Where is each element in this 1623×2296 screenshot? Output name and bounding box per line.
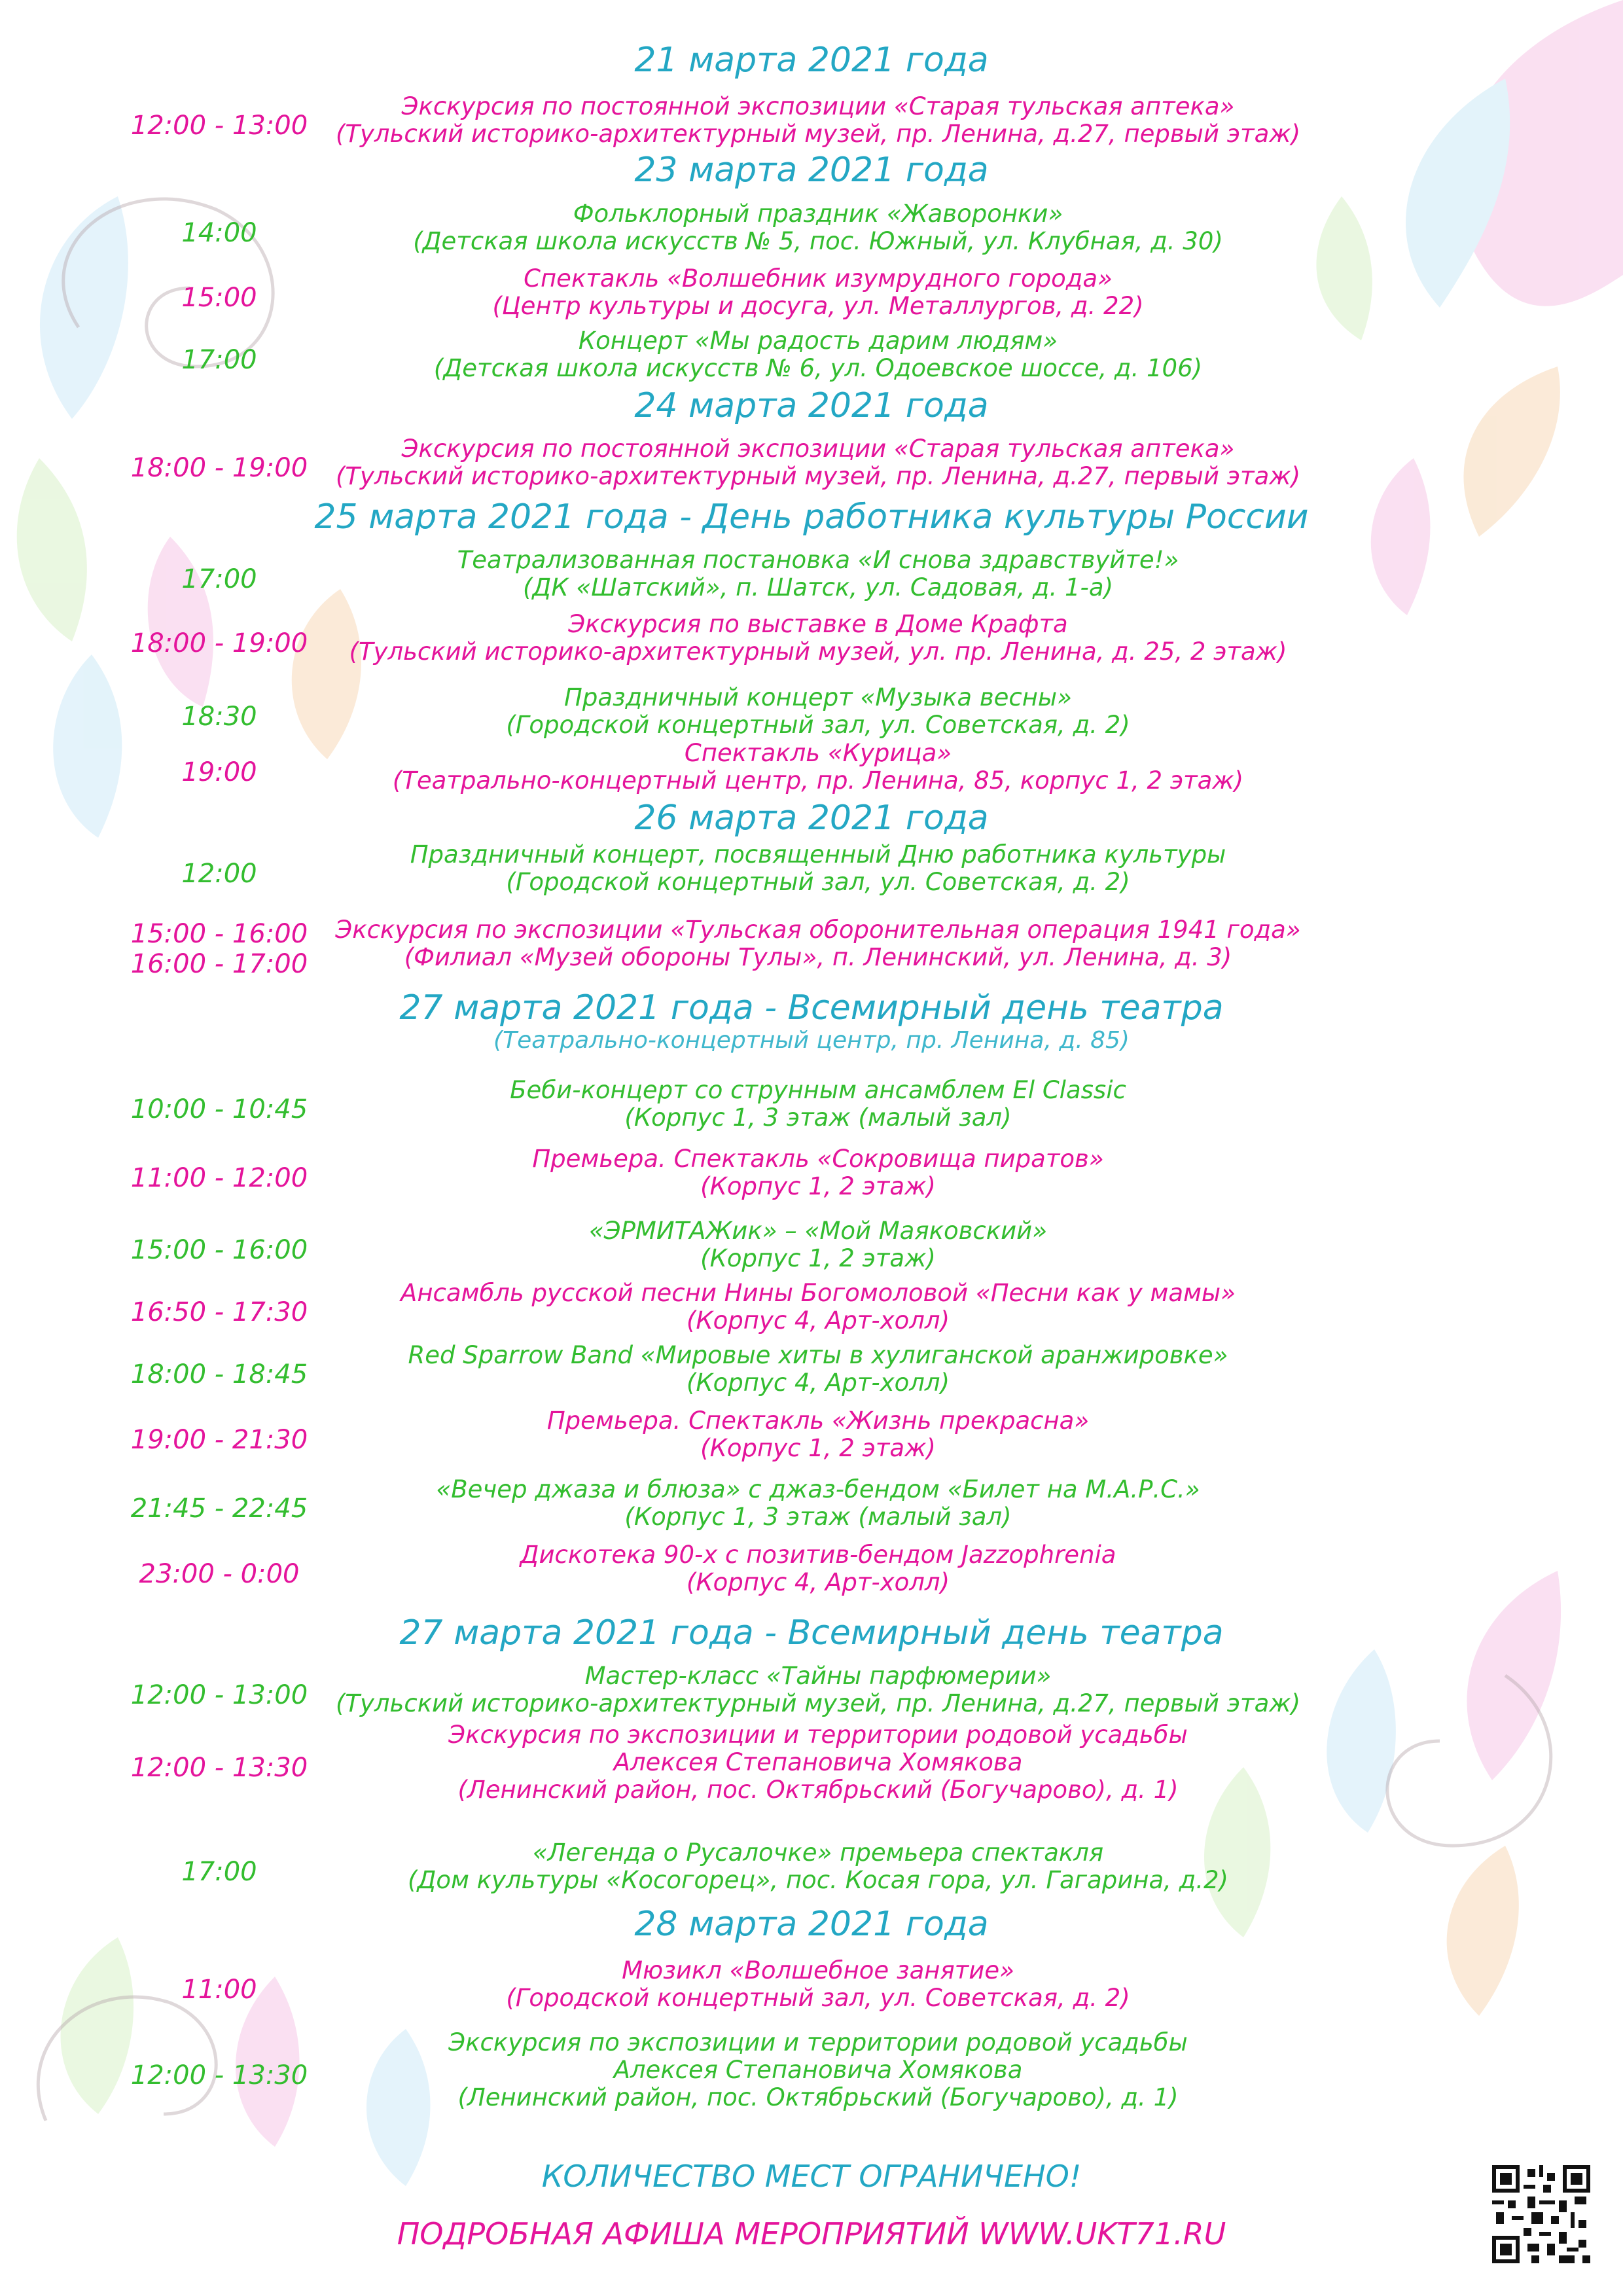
day-title: 25 марта 2021 года - День работника культуры России	[314, 497, 1309, 537]
day-title: 26 марта 2021 года	[634, 798, 989, 838]
event-title: Алексея Степановича Хомякова	[613, 2056, 1023, 2084]
event-venue: (Филиал «Музей обороны Тулы», п. Ленинский, ул. Ленина, д. 3)	[404, 943, 1232, 971]
event-venue: (Корпус 1, 3 этаж (малый зал)	[624, 1103, 1012, 1132]
day-header	[0, 41, 1623, 80]
event-time: 12:00 - 13:00	[130, 111, 308, 141]
event-venue: (Корпус 1, 2 этаж)	[700, 1244, 936, 1272]
day-title: 27 марта 2021 года - Всемирный день театра	[399, 988, 1224, 1028]
event-title: Экскурсия по экспозиции и территории родовой усадьбы	[448, 1721, 1188, 1749]
day-header	[0, 1613, 1623, 1653]
event-description	[288, 740, 1348, 795]
event-description	[288, 547, 1348, 601]
day-title: 24 марта 2021 года	[634, 386, 989, 425]
event-time: 15:00	[181, 283, 257, 313]
event-time: 12:00	[181, 859, 257, 889]
event-time: 18:00 - 18:45	[130, 1359, 308, 1390]
event-description	[288, 93, 1348, 148]
event-venue: (Ленинский район, пос. Октябрьский (Богучарово), д. 1)	[457, 1776, 1179, 1804]
event-title: Театрализованная постановка «И снова здравствуйте!»	[457, 546, 1179, 574]
event-time: 12:00 - 13:00	[130, 1680, 308, 1710]
event-title: Беби-концерт со струнным ансамблем El Classic	[510, 1076, 1126, 1104]
event-description	[288, 1217, 1348, 1272]
event-description	[288, 327, 1348, 382]
event-time: 19:00	[181, 757, 257, 787]
event-time: 11:00	[181, 1975, 257, 2005]
event-description	[288, 611, 1348, 666]
event-title: Премьера. Спектакль «Сокровища пиратов»	[532, 1145, 1104, 1173]
event-description	[288, 200, 1348, 255]
event-title: Экскурсия по постоянной экспозиции «Старая тульская аптека»	[401, 92, 1235, 120]
event-venue: (Корпус 4, Арт-холл)	[686, 1568, 950, 1596]
event-time: 11:00 - 12:00	[130, 1163, 308, 1193]
event-title: Экскурсия по экспозиции «Тульская оборонительная операция 1941 года»	[335, 916, 1301, 944]
day-title: 28 марта 2021 года	[634, 1905, 989, 1944]
event-venue: (Тульский историко-архитектурный музей, ул. пр. Ленина, д. 25, 2 этаж)	[349, 637, 1287, 666]
event-title: Спектакль «Волшебник изумрудного города»	[524, 264, 1113, 293]
event-venue: (Ленинский район, пос. Октябрьский (Богучарово), д. 1)	[457, 2083, 1179, 2111]
event-venue: (Корпус 1, 2 этаж)	[700, 1172, 936, 1200]
event-description	[288, 841, 1348, 896]
event-time: 18:30	[181, 702, 257, 732]
event-description	[288, 1280, 1348, 1335]
event-time: 15:00 - 16:00	[130, 1235, 308, 1265]
event-time: 23:00 - 0:00	[139, 1559, 300, 1589]
event-description	[288, 1407, 1348, 1462]
day-venue: (Театрально-концертный центр, пр. Ленина, д. 85)	[493, 1027, 1130, 1054]
day-header	[0, 1905, 1623, 1944]
event-title: Праздничный концерт, посвященный Дню работника культуры	[410, 840, 1226, 869]
limited-seats-notice: КОЛИЧЕСТВО МЕСТ ОГРАНИЧЕНО!	[541, 2159, 1082, 2194]
event-venue: (Тульский историко-архитектурный музей, пр. Ленина, д.27, первый этаж)	[335, 120, 1301, 148]
event-title: Фольклорный праздник «Жаворонки»	[573, 200, 1063, 228]
event-time: 21:45 - 22:45	[130, 1494, 308, 1524]
event-title: Экскурсия по экспозиции и территории родовой усадьбы	[448, 2028, 1188, 2056]
event-venue: (Дом культуры «Косогорец», пос. Косая гора, ул. Гагарина, д.2)	[408, 1866, 1228, 1894]
event-title: «ЭРМИТАЖик» – «Мой Маяковский»	[588, 1217, 1048, 1245]
event-title: Мастер-класс «Тайны парфюмерии»	[584, 1662, 1052, 1690]
event-time: 18:00 - 19:00	[130, 453, 308, 483]
event-description	[288, 684, 1348, 739]
event-title: Ансамбль русской песни Нины Богомоловой «Песни как у мамы»	[401, 1279, 1236, 1307]
event-venue: (Центр культуры и досуга, ул. Металлургов, д. 22)	[492, 292, 1144, 320]
event-venue: (Театрально-концертный центр, пр. Ленина, 85, корпус 1, 2 этаж)	[392, 766, 1244, 795]
event-time: 17:00	[181, 345, 257, 375]
event-title: Дискотека 90-х с позитив-бендом Jazzophrenia	[520, 1541, 1116, 1569]
event-title: Премьера. Спектакль «Жизнь прекрасна»	[546, 1407, 1090, 1435]
event-description	[288, 1957, 1348, 2012]
event-time: 12:00 - 13:30	[130, 1753, 308, 1783]
event-time: 19:00 - 21:30	[130, 1425, 308, 1455]
day-title: 23 марта 2021 года	[634, 151, 989, 190]
event-description	[288, 1476, 1348, 1531]
event-description	[288, 1662, 1348, 1717]
event-time: 12:00 - 13:30	[130, 2060, 308, 2090]
event-time: 17:00	[181, 1857, 257, 1887]
event-title: Спектакль «Курица»	[684, 739, 952, 767]
event-venue: (Детская школа искусств № 5, пос. Южный, ул. Клубная, д. 30)	[413, 227, 1223, 255]
day-header	[0, 497, 1623, 537]
event-title: Экскурсия по постоянной экспозиции «Старая тульская аптека»	[401, 435, 1235, 463]
event-time: 18:00 - 19:00	[130, 628, 308, 658]
event-title: Концерт «Мы радость дарим людям»	[578, 327, 1058, 355]
event-time: 14:00	[181, 218, 257, 248]
day-title: 21 марта 2021 года	[634, 41, 989, 80]
event-description	[288, 1077, 1348, 1132]
event-venue: (Тульский историко-архитектурный музей, пр. Ленина, д.27, первый этаж)	[335, 462, 1301, 490]
event-time: 15:00 - 16:00 16:00 - 17:00	[130, 919, 308, 979]
event-title: «Легенда о Русалочке» премьера спектакля	[532, 1839, 1104, 1867]
event-venue: (Корпус 4, Арт-холл)	[686, 1306, 950, 1335]
day-title: 27 марта 2021 года - Всемирный день театра	[399, 1613, 1224, 1653]
day-header	[0, 386, 1623, 425]
event-description	[288, 1145, 1348, 1200]
day-header	[0, 798, 1623, 838]
event-description	[288, 1839, 1348, 1894]
day-header	[0, 988, 1623, 1054]
day-header	[0, 151, 1623, 190]
event-description	[288, 1342, 1348, 1397]
event-venue: (Корпус 1, 3 этаж (малый зал)	[624, 1503, 1012, 1531]
event-description	[288, 265, 1348, 320]
event-description	[288, 435, 1348, 490]
event-venue: (Городской концертный зал, ул. Советская, д. 2)	[506, 1984, 1130, 2012]
event-description	[288, 1721, 1348, 1804]
event-venue: (Тульский историко-архитектурный музей, пр. Ленина, д.27, первый этаж)	[335, 1689, 1301, 1717]
event-time: 10:00 - 10:45	[130, 1094, 308, 1124]
event-venue: (Детская школа искусств № 6, ул. Одоевское шоссе, д. 106)	[433, 354, 1203, 382]
event-venue: (Городской концертный зал, ул. Советская, д. 2)	[506, 711, 1130, 739]
event-description	[288, 916, 1348, 971]
event-venue: (Корпус 4, Арт-холл)	[686, 1369, 950, 1397]
event-title: «Вечер джаза и блюза» с джаз-бендом «Билет на М.А.Р.С.»	[436, 1475, 1200, 1503]
event-description	[288, 2029, 1348, 2111]
event-time: 17:00	[181, 564, 257, 594]
event-title: Экскурсия по выставке в Доме Крафта	[568, 610, 1068, 638]
event-venue: (Корпус 1, 2 этаж)	[700, 1434, 936, 1462]
event-title: Мюзикл «Волшебное занятие»	[622, 1956, 1014, 1984]
event-title: Праздничный концерт «Музыка весны»	[564, 683, 1072, 711]
event-venue: (Городской концертный зал, ул. Советская, д. 2)	[506, 868, 1130, 896]
event-title: Red Sparrow Band «Мировые хиты в хулиганской аранжировке»	[408, 1341, 1228, 1369]
event-venue: (ДК «Шатский», п. Шатск, ул. Садовая, д. 1-а)	[522, 573, 1114, 601]
website-link[interactable]: ПОДРОБНАЯ АФИША МЕРОПРИЯТИЙ WWW.UKT71.RU	[397, 2216, 1226, 2251]
event-time: 16:50 - 17:30	[130, 1297, 308, 1327]
event-description	[288, 1541, 1348, 1596]
event-title: Алексея Степановича Хомякова	[613, 1748, 1023, 1776]
